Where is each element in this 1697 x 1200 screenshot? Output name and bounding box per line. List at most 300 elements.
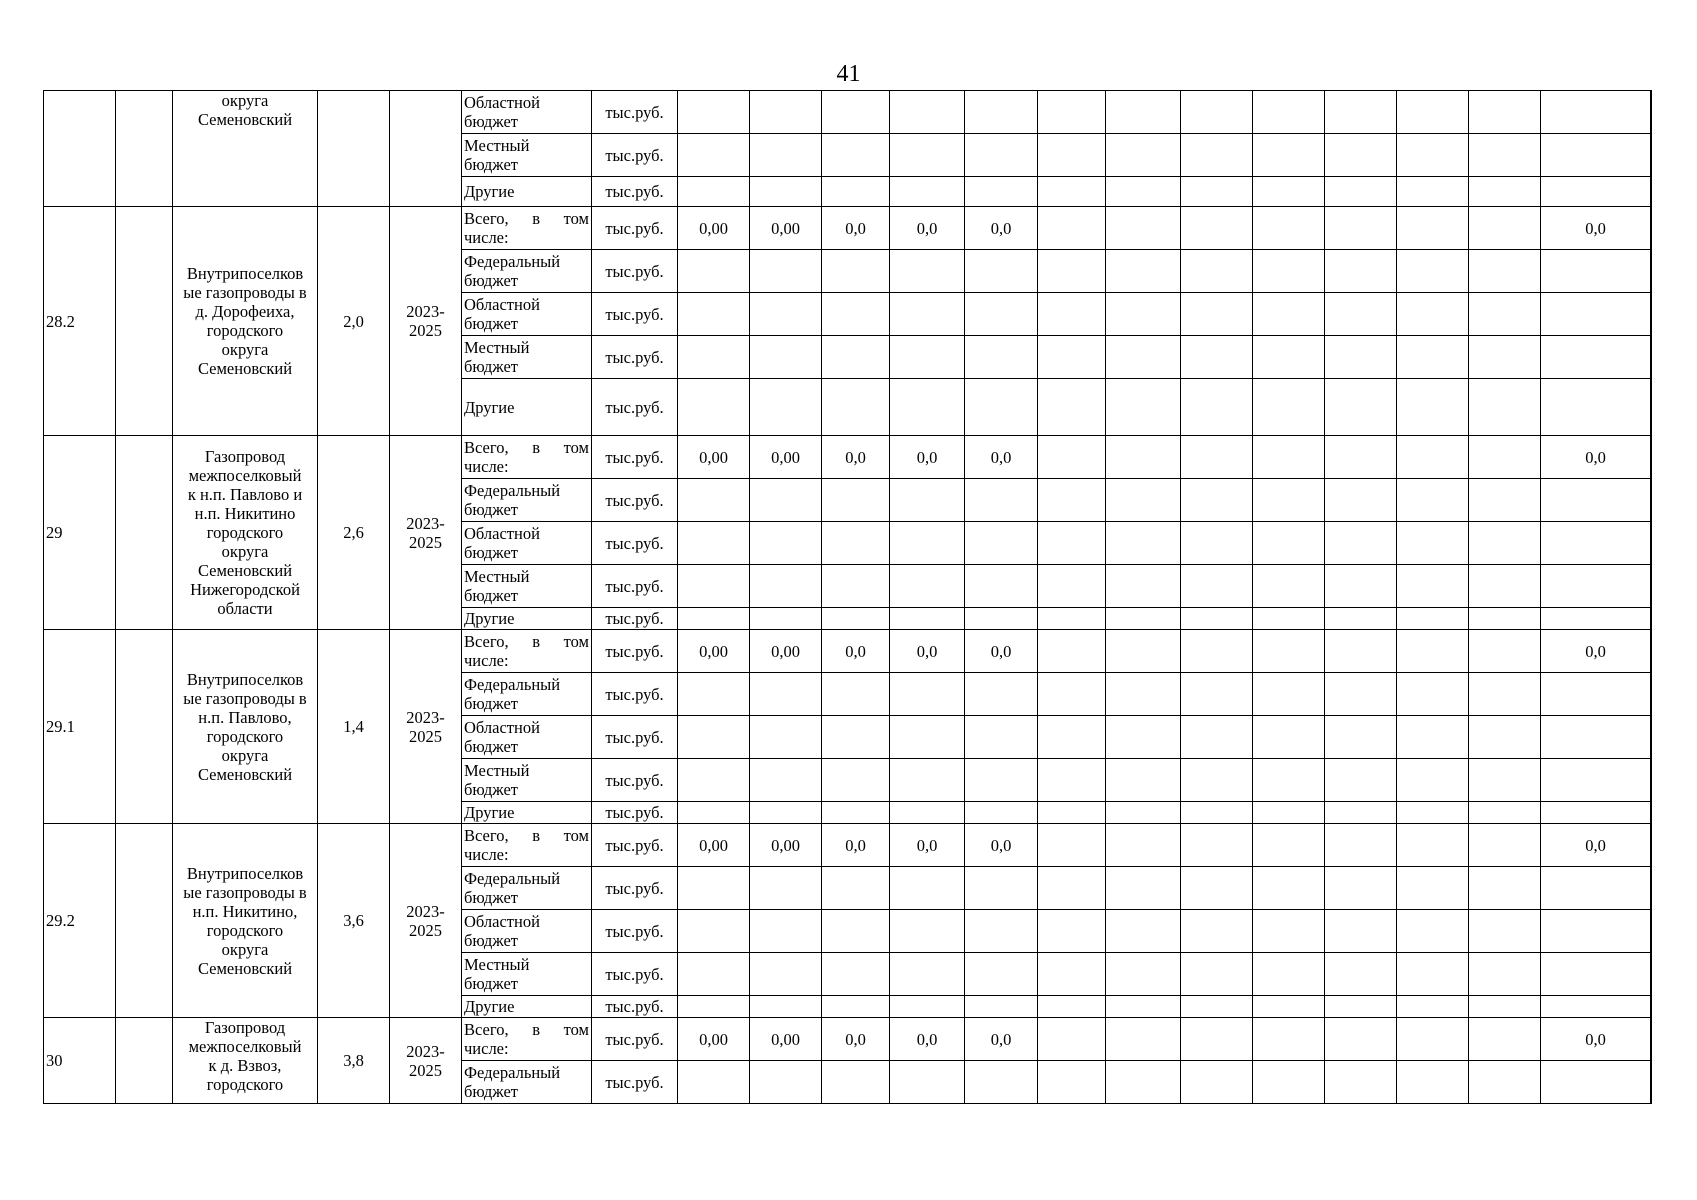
value-cell: [965, 673, 1038, 716]
funding-source-local: [462, 565, 592, 608]
value-cell: [1181, 1018, 1253, 1061]
text-line: округа: [221, 91, 269, 110]
funding-source-regional: [462, 293, 592, 336]
word: Всего,: [464, 826, 509, 845]
value-cell: [1397, 824, 1469, 867]
funding-source-regional: [462, 716, 592, 759]
text-line: Местный: [464, 567, 530, 586]
row-number: 28.2: [44, 207, 116, 436]
unit-cell: тыс.руб.: [592, 630, 678, 673]
text-line: к д. Взвоз,: [208, 1056, 282, 1075]
value-cell: [1038, 293, 1106, 336]
value-cell: [1181, 867, 1253, 910]
value-cell: [965, 953, 1038, 996]
value-cell: [1397, 565, 1469, 608]
value-cell: [1038, 177, 1106, 207]
years-cell: [390, 630, 462, 824]
value-cell: [678, 802, 750, 824]
text-line: Областной: [464, 912, 540, 931]
unit-cell: тыс.руб.: [592, 91, 678, 134]
value-cell: [1325, 1018, 1397, 1061]
value-cell: 0,0: [822, 1018, 890, 1061]
table-row: [44, 630, 1652, 673]
value-cell: [822, 522, 890, 565]
result-cell: [1651, 207, 1652, 436]
value-cell: [1469, 134, 1541, 177]
page-number: 41: [836, 61, 861, 87]
unit-cell: тыс.руб.: [592, 802, 678, 824]
value-cell: [822, 867, 890, 910]
value-cell: [822, 479, 890, 522]
value-cell: [965, 716, 1038, 759]
value-cell: [1106, 608, 1181, 630]
text-line: бюджет: [464, 271, 518, 290]
object-name: [173, 91, 318, 207]
value-cell: [678, 608, 750, 630]
value-cell: [1253, 716, 1325, 759]
text-line: области: [217, 599, 273, 618]
value-cell: [1469, 759, 1541, 802]
value-cell: 0,0: [1541, 1018, 1651, 1061]
word: в: [532, 438, 540, 457]
result-cell: [1651, 630, 1652, 824]
value-cell: [750, 336, 822, 379]
years-cell: [390, 1018, 462, 1104]
value-cell: [890, 673, 965, 716]
text-line: Местный: [464, 955, 530, 974]
value-cell: [1469, 1061, 1541, 1104]
value-cell: [1541, 134, 1651, 177]
funding-source-regional: [462, 522, 592, 565]
value-cell: [750, 910, 822, 953]
text-line: бюджет: [464, 737, 518, 756]
value-cell: [1541, 565, 1651, 608]
text-line: н.п. Никитино,: [192, 901, 298, 921]
text-line: городского: [206, 321, 284, 340]
value-cell: [1469, 207, 1541, 250]
value-cell: [1253, 336, 1325, 379]
value-cell: [1469, 996, 1541, 1018]
total-label-line: [464, 209, 589, 228]
value-cell: [1181, 250, 1253, 293]
value-cell: [1397, 479, 1469, 522]
value-cell: [678, 134, 750, 177]
value-cell: [1106, 336, 1181, 379]
value-cell: [1106, 1061, 1181, 1104]
result-cell: [1651, 91, 1652, 207]
value-cell: [1541, 608, 1651, 630]
value-cell: 0,0: [1541, 630, 1651, 673]
unit-cell: тыс.руб.: [592, 953, 678, 996]
value-cell: [1541, 759, 1651, 802]
value-cell: [750, 293, 822, 336]
word: Всего,: [464, 438, 509, 457]
value-cell: 0,00: [750, 207, 822, 250]
value-cell: [1253, 824, 1325, 867]
funding-source-other: Другие: [462, 802, 592, 824]
value-cell: [1253, 522, 1325, 565]
table-row: [44, 91, 1652, 134]
value-cell: 0,0: [1541, 436, 1651, 479]
text-line: Газопровод: [204, 447, 286, 466]
value-cell: [1325, 250, 1397, 293]
total-label-line: [464, 826, 589, 845]
object-name: [173, 436, 318, 630]
value-cell: [1397, 379, 1469, 436]
value-cell: [1106, 910, 1181, 953]
value-cell: [965, 91, 1038, 134]
funding-source-total: [462, 824, 592, 867]
funding-source-other: Другие: [462, 177, 592, 207]
value-cell: [890, 1061, 965, 1104]
value-cell: [890, 608, 965, 630]
value-cell: [1253, 953, 1325, 996]
value-cell: [1469, 379, 1541, 436]
value-cell: [1469, 630, 1541, 673]
value-cell: [965, 565, 1038, 608]
value-cell: [1253, 207, 1325, 250]
text-line: бюджет: [464, 931, 518, 950]
value-cell: [750, 802, 822, 824]
value-cell: [1397, 522, 1469, 565]
table-row: [44, 207, 1652, 250]
value-cell: 0,0: [890, 436, 965, 479]
value-cell: [1325, 207, 1397, 250]
value-cell: [890, 953, 965, 996]
value-cell: [822, 910, 890, 953]
text-line: 2025: [409, 321, 442, 340]
value-cell: [1181, 134, 1253, 177]
value-cell: [1397, 1061, 1469, 1104]
unit-cell: тыс.руб.: [592, 867, 678, 910]
value-cell: [750, 673, 822, 716]
text-line: Семеновский: [197, 958, 293, 978]
value-cell: [1469, 91, 1541, 134]
value-cell: 0,00: [678, 630, 750, 673]
years-cell: [390, 91, 462, 207]
value-cell: [1038, 608, 1106, 630]
value-cell: [965, 293, 1038, 336]
total-label-line2: числе:: [464, 845, 509, 864]
unit-cell: тыс.руб.: [592, 436, 678, 479]
text-line: межпоселковый: [188, 466, 302, 485]
value-cell: 0,00: [750, 1018, 822, 1061]
value-cell: 0,0: [965, 436, 1038, 479]
unit-cell: тыс.руб.: [592, 759, 678, 802]
word: Всего,: [464, 209, 509, 228]
value-cell: [1253, 134, 1325, 177]
value-cell: [822, 759, 890, 802]
value-cell: [1106, 802, 1181, 824]
value-cell: [1397, 250, 1469, 293]
text-line: Внутрипоселков: [186, 669, 304, 689]
text-line: ые газопроводы в: [183, 283, 307, 302]
text-line: Семеновский: [197, 561, 293, 580]
value-cell: [1038, 379, 1106, 436]
value-cell: [1253, 565, 1325, 608]
value-cell: [1541, 379, 1651, 436]
value-cell: [1397, 716, 1469, 759]
value-cell: [1397, 910, 1469, 953]
value-cell: 0,0: [822, 436, 890, 479]
funding-source-local: [462, 759, 592, 802]
value-cell: [965, 910, 1038, 953]
value-cell: [890, 910, 965, 953]
unit-cell: тыс.руб.: [592, 522, 678, 565]
value-cell: [678, 479, 750, 522]
value-cell: 0,0: [822, 207, 890, 250]
value-cell: [750, 479, 822, 522]
blank-cell: [116, 436, 173, 630]
value-cell: [822, 953, 890, 996]
value-cell: [678, 867, 750, 910]
value-cell: 0,00: [678, 1018, 750, 1061]
value-cell: [890, 565, 965, 608]
text-line: округа: [221, 745, 269, 765]
row-number: 29.1: [44, 630, 116, 824]
years-cell: [390, 824, 462, 1018]
value-cell: [1469, 1018, 1541, 1061]
total-label-line: [464, 632, 589, 651]
text-line: городского: [206, 920, 284, 940]
funding-source-total: [462, 1018, 592, 1061]
text-line: ые газопроводы в: [183, 882, 307, 902]
value-cell: [750, 996, 822, 1018]
value-cell: [1106, 996, 1181, 1018]
unit-cell: тыс.руб.: [592, 1018, 678, 1061]
funding-source-other: Другие: [462, 608, 592, 630]
text-line: бюджет: [464, 586, 518, 605]
text-line: бюджет: [464, 543, 518, 562]
value-cell: [1397, 207, 1469, 250]
value-cell: [1469, 910, 1541, 953]
value-cell: [750, 91, 822, 134]
value-cell: [678, 953, 750, 996]
blank-cell: [116, 1018, 173, 1104]
value-cell: [1181, 802, 1253, 824]
value-cell: 0,0: [965, 207, 1038, 250]
value-cell: [1106, 759, 1181, 802]
text-line: Нижегородской: [190, 580, 300, 599]
text-line: Внутрипоселков: [186, 863, 304, 883]
text-line: 2025: [409, 726, 442, 746]
value-cell: [1541, 1061, 1651, 1104]
word: в: [532, 826, 540, 845]
value-cell: [1106, 379, 1181, 436]
value-cell: [1541, 867, 1651, 910]
value-cell: [1106, 250, 1181, 293]
unit-cell: тыс.руб.: [592, 673, 678, 716]
value-cell: 0,0: [890, 207, 965, 250]
value-cell: [678, 716, 750, 759]
value-cell: [1181, 759, 1253, 802]
unit-cell: тыс.руб.: [592, 250, 678, 293]
value-cell: [1397, 1018, 1469, 1061]
text-line: бюджет: [464, 112, 518, 131]
value-cell: [1106, 436, 1181, 479]
word: том: [563, 826, 589, 845]
value-cell: [1325, 134, 1397, 177]
value-cell: 0,0: [822, 824, 890, 867]
text-line: бюджет: [464, 694, 518, 713]
value-cell: [1106, 91, 1181, 134]
text-line: н.п. Никитино: [194, 504, 296, 523]
funding-source-federal: [462, 1061, 592, 1104]
value-cell: 0,0: [890, 824, 965, 867]
value-cell: [1469, 565, 1541, 608]
row-number: 29.2: [44, 824, 116, 1018]
value-cell: [1038, 336, 1106, 379]
value-cell: [1469, 802, 1541, 824]
value-cell: [678, 673, 750, 716]
value-cell: [965, 608, 1038, 630]
table-row: [44, 1018, 1652, 1061]
blank-cell: [116, 630, 173, 824]
blank-cell: [116, 824, 173, 1018]
value-cell: [965, 759, 1038, 802]
object-name: [173, 824, 318, 1018]
value-cell: [1106, 522, 1181, 565]
value-cell: [1325, 177, 1397, 207]
length-cell: 2,6: [318, 436, 390, 630]
value-cell: [1541, 250, 1651, 293]
funding-source-local: [462, 953, 592, 996]
total-label-line: [464, 438, 589, 457]
value-cell: [1106, 565, 1181, 608]
value-cell: [1181, 336, 1253, 379]
value-cell: [1541, 953, 1651, 996]
text-line: бюджет: [464, 155, 518, 174]
value-cell: [822, 91, 890, 134]
value-cell: [1541, 716, 1651, 759]
value-cell: [1469, 336, 1541, 379]
value-cell: [822, 996, 890, 1018]
value-cell: [890, 716, 965, 759]
text-line: Областной: [464, 524, 540, 543]
length-cell: 3,6: [318, 824, 390, 1018]
value-cell: [1106, 177, 1181, 207]
value-cell: [1397, 91, 1469, 134]
value-cell: [890, 522, 965, 565]
value-cell: [1325, 867, 1397, 910]
value-cell: [965, 802, 1038, 824]
value-cell: [1253, 479, 1325, 522]
text-line: Федеральный: [464, 675, 561, 694]
funding-source-federal: [462, 867, 592, 910]
funding-source-regional: [462, 91, 592, 134]
text-line: к н.п. Павлово и: [187, 485, 303, 504]
text-line: бюджет: [464, 357, 518, 376]
text-line: межпоселковый: [188, 1037, 302, 1056]
value-cell: [822, 134, 890, 177]
value-cell: [1469, 608, 1541, 630]
length-cell: 3,8: [318, 1018, 390, 1104]
value-cell: [1325, 565, 1397, 608]
object-name: [173, 1018, 318, 1104]
value-cell: [1253, 630, 1325, 673]
value-cell: [1397, 673, 1469, 716]
value-cell: [1469, 436, 1541, 479]
value-cell: [1541, 91, 1651, 134]
value-cell: [1325, 996, 1397, 1018]
text-line: округа: [221, 542, 269, 561]
table-row: [44, 436, 1652, 479]
value-cell: [1325, 953, 1397, 996]
text-line: округа: [221, 939, 269, 959]
value-cell: 0,0: [822, 630, 890, 673]
result-cell: [1651, 1018, 1652, 1104]
funding-source-federal: [462, 673, 592, 716]
text-line: 2025: [409, 920, 442, 940]
value-cell: [678, 177, 750, 207]
text-line: Местный: [464, 761, 530, 780]
funding-source-federal: [462, 250, 592, 293]
row-number: [44, 91, 116, 207]
object-name: [173, 630, 318, 824]
value-cell: [1541, 802, 1651, 824]
value-cell: [1325, 379, 1397, 436]
value-cell: [965, 134, 1038, 177]
text-line: 2023-: [406, 302, 445, 321]
value-cell: [1469, 293, 1541, 336]
value-cell: [1469, 867, 1541, 910]
value-cell: [1469, 953, 1541, 996]
value-cell: [965, 336, 1038, 379]
unit-cell: тыс.руб.: [592, 379, 678, 436]
value-cell: [1325, 802, 1397, 824]
value-cell: [890, 759, 965, 802]
value-cell: [1181, 436, 1253, 479]
text-line: 2023-: [406, 707, 445, 727]
value-cell: [1181, 953, 1253, 996]
value-cell: [1541, 996, 1651, 1018]
value-cell: [678, 336, 750, 379]
value-cell: [1038, 1018, 1106, 1061]
value-cell: [890, 250, 965, 293]
value-cell: 0,0: [965, 630, 1038, 673]
value-cell: [1038, 565, 1106, 608]
value-cell: [1038, 91, 1106, 134]
value-cell: [1397, 630, 1469, 673]
value-cell: [1397, 759, 1469, 802]
value-cell: [1253, 673, 1325, 716]
text-line: Семеновский: [197, 110, 293, 129]
value-cell: [890, 91, 965, 134]
value-cell: [678, 379, 750, 436]
text-line: городского: [206, 523, 284, 542]
value-cell: [1181, 522, 1253, 565]
text-line: Газопровод: [204, 1018, 286, 1037]
value-cell: [1181, 630, 1253, 673]
value-cell: [1325, 910, 1397, 953]
value-cell: [822, 608, 890, 630]
unit-cell: тыс.руб.: [592, 716, 678, 759]
text-line: Местный: [464, 136, 530, 155]
value-cell: [1181, 293, 1253, 336]
value-cell: [1325, 824, 1397, 867]
value-cell: [1038, 436, 1106, 479]
value-cell: [822, 177, 890, 207]
text-line: Федеральный: [464, 252, 561, 271]
funding-source-other: Другие: [462, 379, 592, 436]
value-cell: [890, 379, 965, 436]
value-cell: [822, 565, 890, 608]
value-cell: 0,0: [1541, 824, 1651, 867]
value-cell: [1397, 293, 1469, 336]
value-cell: [1038, 479, 1106, 522]
value-cell: 0,0: [1541, 207, 1651, 250]
funding-source-local: [462, 134, 592, 177]
